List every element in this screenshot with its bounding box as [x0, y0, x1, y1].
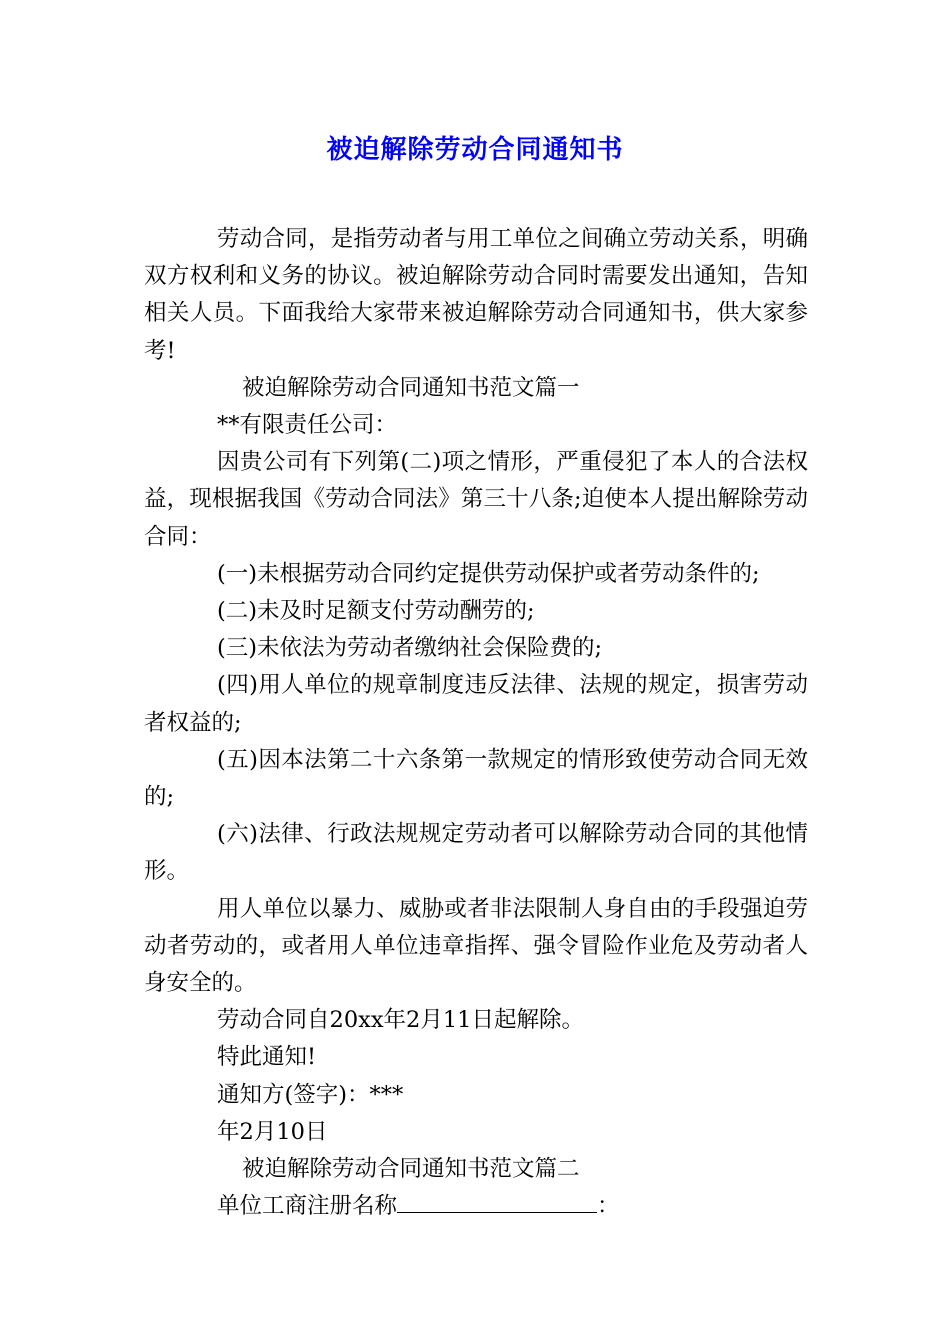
violence-paragraph: 用人单位以暴力、威胁或者非法限制人身自由的手段强迫劳动者劳动的，或者用人单位违章指挥、强令冒险作业危及劳动者人身安全的。 — [144, 895, 808, 997]
company-name-colon: ： — [597, 1193, 620, 1220]
document-title: 被迫解除劳动合同通知书 — [326, 135, 624, 165]
list-item: (六)法律、行政法规规定劳动者可以解除劳动合同的其他情形。 — [144, 821, 808, 885]
date-line: 年2月10日 — [217, 1118, 328, 1145]
reason-paragraph: 因贵公司有下列第(二)项之情形，严重侵犯了本人的合法权益，现根据我国《劳动合同法》第三十八条;迫使本人提出解除劳动合同： — [144, 449, 808, 550]
document-body — [144, 221, 808, 1225]
section-heading-2: 被迫解除劳动合同通知书范文篇二 — [242, 1156, 580, 1183]
list-item: (四)用人单位的规章制度违反法律、法规的规定，损害劳动者权益的; — [144, 672, 808, 736]
company-name-line — [144, 1188, 808, 1225]
list-item: (一)未根据劳动合同约定提供劳动保护或者劳动条件的; — [217, 560, 760, 587]
company-name-label: 单位工商注册名称 — [217, 1193, 398, 1220]
section-heading-1: 被迫解除劳动合同通知书范文篇一 — [242, 374, 580, 401]
company-name-blank — [397, 1188, 597, 1213]
list-item: (二)未及时足额支付劳动酬劳的; — [217, 598, 535, 625]
intro-paragraph: 劳动合同，是指劳动者与用工单位之间确立劳动关系，明确双方权利和义务的协议。被迫解除劳动合同时需要发出通知，告知相关人员。下面我给大家带来被迫解除劳动合同通知书，供大家参考! — [144, 226, 808, 364]
notice-line: 特此通知! — [217, 1044, 317, 1071]
signer-line: 通知方(签字)：*** — [217, 1081, 404, 1108]
list-item: (三)未依法为劳动者缴纳社会保险费的; — [217, 635, 603, 662]
list-item: (五)因本法第二十六条第一款规定的情形致使劳动合同无效的; — [144, 746, 808, 811]
termination-date: 劳动合同自20xx年2月11日起解除。 — [217, 1007, 584, 1034]
salutation: **有限责任公司： — [217, 412, 398, 439]
